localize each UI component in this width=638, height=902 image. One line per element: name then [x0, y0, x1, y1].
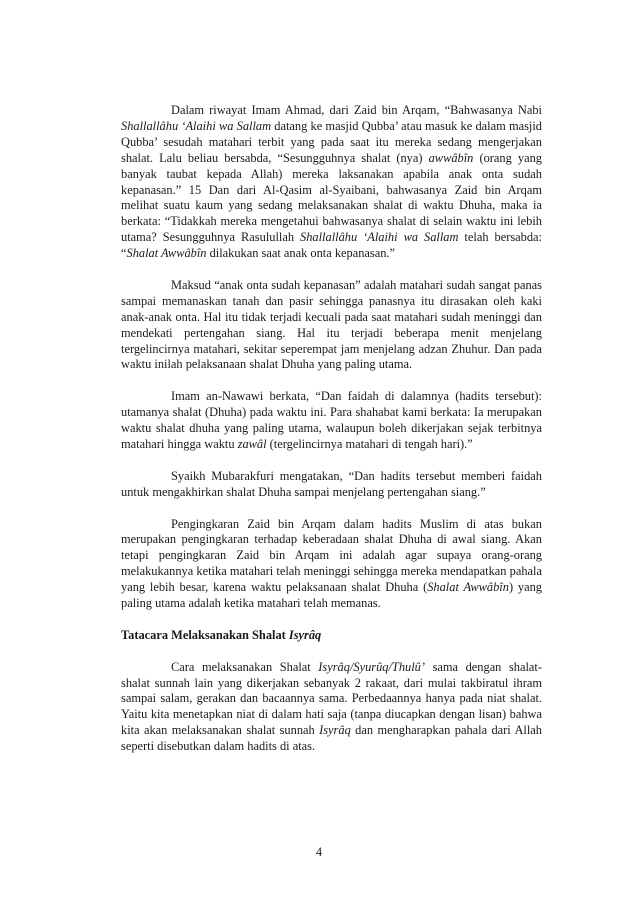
text-run: Maksud “anak onta sudah kepanasan” adalah matahari sudah sangat panas sampai memanaskan tanah dan pasir sehingga panasnya itu dirasakan oleh kaki anak-anak onta. Hal itu tidak terjadi kecuali pada saat matahari sudah meninggi dan mendekati pertengahan siang. Hal itu terjadi beberapa menit menjelang tergelincirnya matahari, sekitar seperempat jam menjelang adzan Zhuhur. Dan pada waktu inilah pelaksanaan shalat Dhuha yang paling utama.: [121, 277, 542, 372]
paragraph-5: [121, 517, 542, 612]
page-number: 4: [315, 845, 323, 859]
text-run: telah bersabda: “: [121, 230, 542, 261]
paragraph-4: [121, 469, 542, 501]
page-body: [121, 103, 542, 771]
text-run: dan mengharapkan pahala dari Allah seperti disebutkan dalam hadits di atas.: [121, 723, 542, 754]
heading-italic: Isyrâq: [288, 627, 322, 642]
italic-run: awwâbîn: [428, 150, 474, 165]
italic-run: Shallallâhu ‘Alaihi wa Sallam: [300, 230, 459, 245]
text-run: (tergelincirnya matahari di tengah hari).”: [266, 437, 473, 451]
text-run: datang ke masjid Qubba’ atau masuk ke dalam masjid Qubba’ sesudah matahari terbit yang pada saat itu mereka sedang mengerjakan shalat. Lalu beliau bersabda, “Sesungguhnya shalat (nya): [121, 118, 542, 165]
text-run: sama dengan shalat-shalat sunnah lain yang dikerjakan sebanyak 2 rakaat, dari mulai takbiratul ihram sampai salam, gerakan dan bacaannya sama. Perbedaannya hanya pada niat shalat. Yaitu kita menetapkan niat di dalam hati saja (tanpa diucapkan dengan lisan) bahwa kita akan melaksanakan shalat sunnah: [121, 659, 542, 738]
text-run: dilakukan saat anak onta kepanasan.”: [206, 246, 396, 261]
italic-run: Shalat Awwâbîn: [427, 580, 509, 595]
italic-run: Isyrâq: [319, 723, 351, 738]
text-run: (orang yang banyak taubat kepada Allah) mereka laksanakan apabila anak onta sudah kepanasan.” 15 Dan dari Al-Qasim al-Syaibani, bahwasanya Zaid bin Arqam melihat suatu kaum yang sedang melaksanakan shalat di waktu Dhuha, maka ia berkata: “Tidakkah mereka mengetahui bahwasanya shalat di selain waktu ini lebih utama? Sesungguhnya Rasulullah: [121, 150, 542, 245]
paragraph-1: [121, 103, 542, 262]
text-run: Cara melaksanakan Shalat: [171, 659, 319, 674]
text-run: Pengingkaran Zaid bin Arqam dalam hadits Muslim di atas bukan merupakan pengingkaran terhadap keberadaan shalat Dhuha di awal siang. Akan tetapi pengingkaran Zaid bin Arqam ini adalah agar supaya orang-orang melakukannya ketika matahari telah meninggi sehingga mereka mendapatkan pahala yang lebih besar, karena waktu pelaksanaan shalat Dhuha (: [121, 516, 542, 595]
text-run: Syaikh Mubarakfuri mengatakan, “Dan hadits tersebut memberi faidah untuk mengakhirkan shalat Dhuha sampai menjelang pertengahan siang.”: [121, 468, 542, 499]
section-heading: [121, 628, 542, 644]
italic-run: zawâl: [237, 437, 267, 451]
paragraph-6: [121, 660, 542, 755]
paragraph-3: [121, 389, 542, 453]
heading-text: Tatacara Melaksanakan Shalat: [121, 627, 289, 642]
italic-run: Shalat Awwâbîn: [126, 246, 207, 261]
italic-run: Shallallâhu ‘Alaihi wa Sallam: [121, 118, 272, 133]
text-run: ) yang paling utama adalah ketika matahari telah memanas.: [121, 580, 543, 611]
italic-run: Isyrâq/Syurûq/Thulû’: [318, 659, 425, 674]
text-run: Imam an-Nawawi berkata, “Dan faidah di dalamnya (hadits tersebut): utamanya shalat (Dhuha) pada waktu ini. Para shahabat kami berkata: Ia merupakan waktu shalat dhuha yang paling utama, walaupun boleh dikerjakan sejak terbitnya matahari hingga waktu: [121, 389, 542, 451]
paragraph-2: [121, 278, 542, 373]
text-run: Dalam riwayat Imam Ahmad, dari Zaid bin Arqam, “Bahwasanya Nabi: [171, 103, 542, 117]
